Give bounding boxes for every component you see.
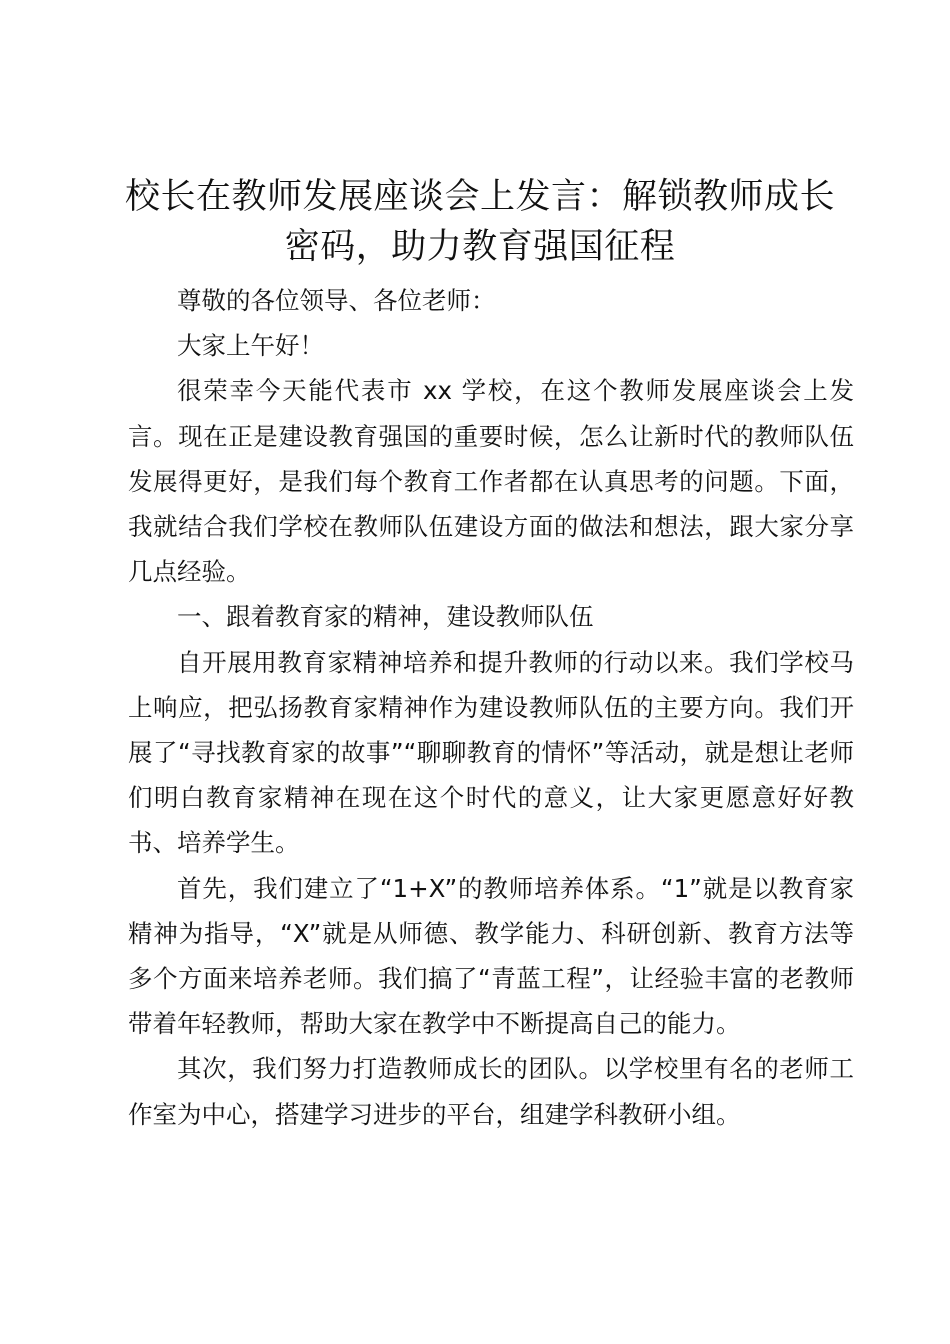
document-title: 校长在教师发展座谈会上发言：解锁教师成长密码，助力教育强国征程 (124, 177, 835, 267)
body-paragraph: 其次，我们努力打造教师成长的团队。以学校里有名的老师工作室为中心，搭建学习进步的平台，组建学科教研小组。 (128, 1054, 854, 1129)
greeting: 大家上午好！ (177, 331, 324, 361)
section-heading: 一、跟着教育家的精神，建设教师队伍 (177, 602, 594, 632)
body-paragraph: 首先，我们建立了“1+X”的教师培养体系。“1”就是以教育家精神为指导，“X”就是从师德、教学能力、科研创新、教育方法等多个方面来培养老师。我们搞了“青蓝工程”，让经验丰富的老教师带着年轻教师，帮助大家在教学中不断提高自己的能力。 (128, 873, 854, 1039)
intro-paragraph: 很荣幸今天能代表市 xx 学校，在这个教师发展座谈会上发言。现在正是建设教育强国的重要时候，怎么让新时代的教师队伍发展得更好，是我们每个教育工作者都在认真思考的问题。下面，我就结合我们学校在教师队伍建设方面的做法和想法，跟大家分享几点经验。 (128, 376, 854, 587)
body-paragraph: 自开展用教育家精神培养和提升教师的行动以来。我们学校马上响应，把弘扬教育家精神作为建设教师队伍的主要方向。我们开展了“寻找教育家的故事”“聊聊教育的情怀”等活动，就是想让老师们明白教育家精神在现在这个时代的意义，让大家更愿意好好教书、培养学生。 (128, 647, 854, 858)
salutation: 尊敬的各位领导、各位老师： (177, 286, 496, 315)
document-body (128, 278, 854, 1137)
